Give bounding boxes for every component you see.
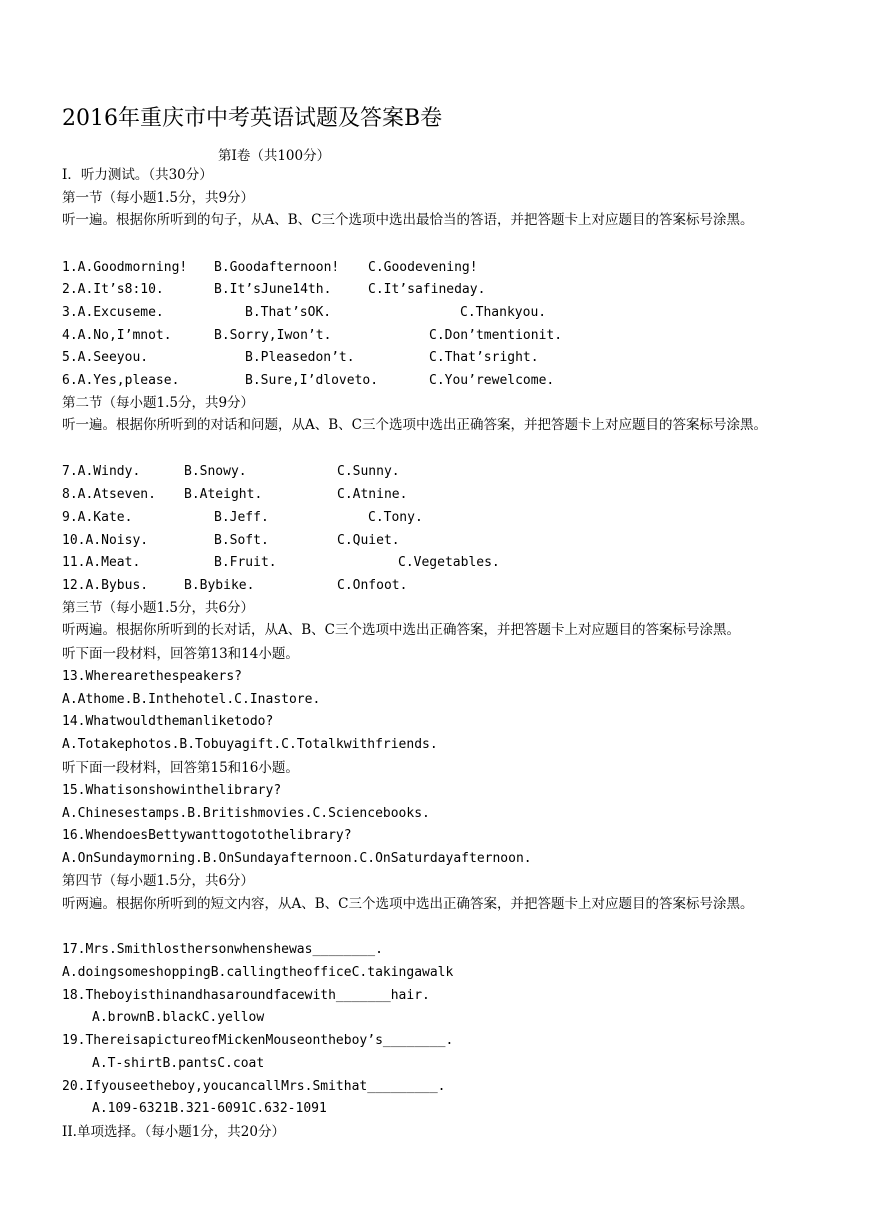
option-b: B.Fruit. [214,555,277,570]
option-b: B.Sorry,Iwon’t. [214,328,332,343]
option-a: 8.A.Atseven. [62,487,156,502]
section-instruction: 听两遍。根据你所听到的短文内容，从A、B、C三个选项中选出正确答案，并把答题卡上对应题目的答案标号涂黑。 [62,896,754,912]
option-c: C.You’rewelcome. [429,373,555,388]
option-b: B.That’sOK. [245,305,332,320]
question-text: 13.Wherearethespeakers? [62,669,243,684]
section-heading: 第三节（每小题1.5分，共6分） [62,600,255,616]
option-b: B.Sure,I’dloveto. [245,373,379,388]
part-heading: II.单项选择。（每小题1分，共20分） [62,1124,285,1140]
option-b: B.Pleasedon’t. [245,350,355,365]
option-b: B.It’sJune14th. [214,282,332,297]
question-options: A.109-6321B.321-6091C.632-1091 [92,1101,327,1116]
option-c: C.Goodevening! [368,260,478,275]
option-a: 7.A.Windy. [62,464,141,479]
question-text: 20.Ifyouseetheboy,youcancallMrs.Smithat_________. [62,1079,446,1094]
option-c: C.Atnine. [337,487,408,502]
question-options: A.OnSundaymorning.B.OnSundayafternoon.C.OnSaturdayafternoon. [62,851,532,866]
option-a: 1.A.Goodmorning! [62,260,188,275]
option-c: C.Don’tmentionit. [429,328,563,343]
question-options: A.brownB.blackC.yellow [92,1010,265,1025]
option-a: 12.A.Bybus. [62,578,149,593]
paper-subtitle: 第I卷（共100分） [218,148,331,164]
option-c: C.That’sright. [429,350,539,365]
option-b: B.Bybike. [184,578,255,593]
question-options: A.Chinesestamps.B.Britishmovies.C.Sciencebooks. [62,806,430,821]
section-instruction: 听两遍。根据你所听到的长对话，从A、B、C三个选项中选出正确答案，并把答题卡上对应题目的答案标号涂黑。 [62,622,740,638]
part-heading: I．听力测试。（共30分） [62,167,213,183]
option-a: 3.A.Excuseme. [62,305,164,320]
option-a: 4.A.No,I’mnot. [62,328,172,343]
question-text: 17.Mrs.Smithlosthersonwhenshewas________. [62,942,383,957]
page-title: 2016年重庆市中考英语试题及答案B卷 [62,106,443,131]
question-options: A.doingsomeshoppingB.callingtheofficeC.takingawalk [62,965,454,980]
option-c: C.Onfoot. [337,578,408,593]
question-options: A.Athome.B.Inthehotel.C.Inastore. [62,692,321,707]
material-note: 听下面一段材料，回答第15和16小题。 [62,760,299,776]
option-b: B.Soft. [214,533,269,548]
question-options: A.Totakephotos.B.Tobuyagift.C.Totalkwithfriends. [62,737,438,752]
question-options: A.T-shirtB.pantsC.coat [92,1056,265,1071]
option-c: C.Vegetables. [398,555,500,570]
option-a: 5.A.Seeyou. [62,350,149,365]
section-heading: 第二节（每小题1.5分，共9分） [62,395,255,411]
option-c: C.Quiet. [337,533,400,548]
option-a: 9.A.Kate. [62,510,133,525]
section-instruction: 听一遍。根据你所听到的对话和问题，从A、B、C三个选项中选出正确答案，并把答题卡上对应题目的答案标号涂黑。 [62,417,767,433]
option-a: 2.A.It’s8:10. [62,282,164,297]
option-c: C.Tony. [368,510,423,525]
option-c: C.It’safineday. [368,282,486,297]
section-instruction: 听一遍。根据你所听到的句子，从A、B、C三个选项中选出最恰当的答语，并把答题卡上对应题目的答案标号涂黑。 [62,212,754,228]
question-text: 18.Theboyisthinandhasaroundfacewith_______hair. [62,988,430,1003]
option-a: 11.A.Meat. [62,555,141,570]
option-b: B.Jeff. [214,510,269,525]
material-note: 听下面一段材料，回答第13和14小题。 [62,646,299,662]
section-heading: 第一节（每小题1.5分，共9分） [62,190,255,206]
option-b: B.Snowy. [184,464,247,479]
question-text: 19.ThereisapictureofMickenMouseontheboy’s________. [62,1033,454,1048]
option-a: 6.A.Yes,please. [62,373,180,388]
option-b: B.Ateight. [184,487,263,502]
question-text: 15.Whatisonshowinthelibrary? [62,783,282,798]
question-text: 16.WhendoesBettywanttogotothelibrary? [62,828,352,843]
option-c: C.Sunny. [337,464,400,479]
question-text: 14.Whatwouldthemanliketodo? [62,714,274,729]
option-c: C.Thankyou. [460,305,547,320]
option-b: B.Goodafternoon! [214,260,340,275]
option-a: 10.A.Noisy. [62,533,149,548]
section-heading: 第四节（每小题1.5分，共6分） [62,873,255,889]
